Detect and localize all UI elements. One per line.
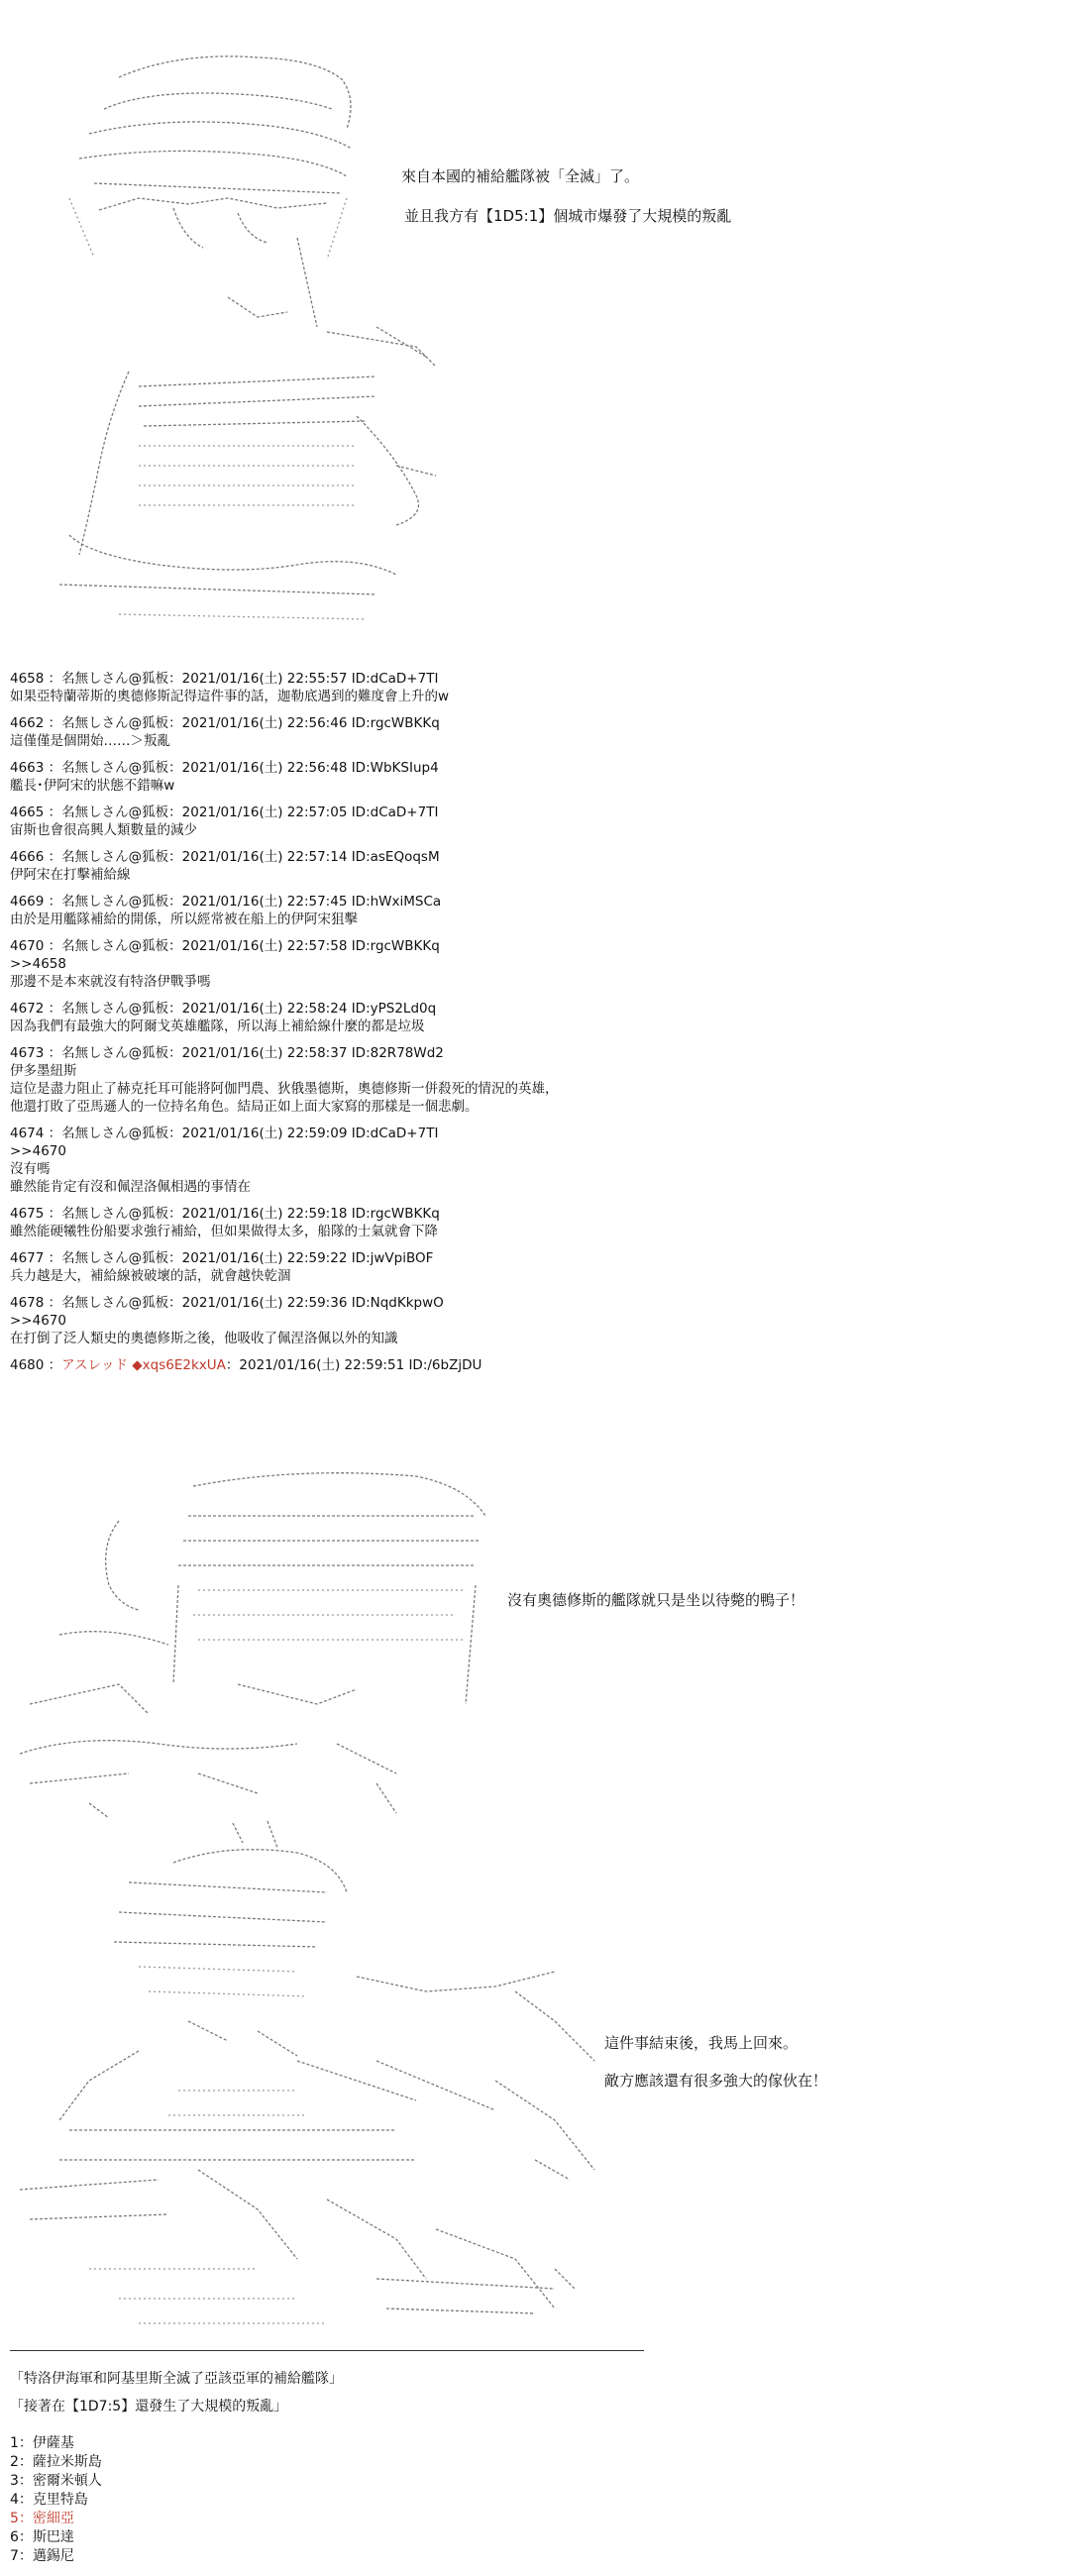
post-header: 4666 ：名無しさん@狐板：2021/01/16(土) 22:57:14 ID:asEQoqsM <box>10 849 440 865</box>
list-item: 3：密爾米頓人 <box>10 2473 102 2489</box>
roll-options-list <box>10 2434 343 2566</box>
post-body: 如果亞特蘭蒂斯的奧德修斯記得這件事的話，迦勒底遇到的難度會上升的w <box>10 689 450 704</box>
op-post-meta: ：2021/01/16(土) 22:59:51 ID:/6bZjDU <box>225 1357 482 1373</box>
post-body: 艦長･伊阿宋的狀態不錯嘛w <box>10 778 175 794</box>
post-body: 這僅僅是個開始……＞叛亂 <box>10 733 170 749</box>
post-header: 4670 ：名無しさん@狐板：2021/01/16(土) 22:57:58 ID:rgcWBKKq <box>10 938 440 954</box>
post-header: 4669 ：名無しさん@狐板：2021/01/16(土) 22:57:45 ID:hWxiMSCa <box>10 894 442 910</box>
post-body: 雖然能硬犧牲份船要求強行補給，但如果做得太多，船隊的士氣就會下降 <box>10 1224 438 1239</box>
list-item: 2：薩拉米斯島 <box>10 2454 102 2470</box>
scene1-line2: 並且我方有【1D5:1】個城市爆發了大規模的叛亂 <box>404 207 732 225</box>
summary-line-1: 「特洛伊海軍和阿基里斯全滅了亞該亞軍的補給艦隊」 <box>10 2371 343 2387</box>
list-item-selected: 5：密細亞 <box>10 2511 74 2526</box>
list-item: 6：斯巴達 <box>10 2529 74 2545</box>
op-post-number: 4680 ： <box>10 1357 62 1373</box>
post-body: 因為我們有最強大的阿爾戈英雄艦隊，所以海上補給線什麼的都是垃圾 <box>10 1019 425 1034</box>
post-header: 4675 ：名無しさん@狐板：2021/01/16(土) 22:59:18 ID:rgcWBKKq <box>10 1206 440 1222</box>
post-header: 4678 ：名無しさん@狐板：2021/01/16(土) 22:59:36 ID:NqdKkpwO <box>10 1295 444 1311</box>
scene1-line1: 來自本國的補給艦隊被「全滅」了。 <box>401 167 640 185</box>
post-body: 兵力越是大，補給線被破壞的話，就會越快乾涸 <box>10 1268 291 1284</box>
list-item: 4：克里特島 <box>10 2492 88 2508</box>
post-header: 4674 ：名無しさん@狐板：2021/01/16(土) 22:59:09 ID:dCaD+7TI <box>10 1126 439 1141</box>
op-post-name: アスレッド ◆xqs6E2kxUA <box>61 1357 226 1373</box>
post-body: 由於是用艦隊補給的開係，所以經常被在船上的伊阿宋狙擊 <box>10 912 358 927</box>
post-header: 4658 ：名無しさん@狐板：2021/01/16(土) 22:55:57 ID:dCaD+7TI <box>10 671 439 687</box>
post-header: 4665 ：名無しさん@狐板：2021/01/16(土) 22:57:05 ID:dCaD+7TI <box>10 805 439 820</box>
post-header: 4673 ：名無しさん@狐板：2021/01/16(土) 22:58:37 ID:82R78Wd2 <box>10 1045 444 1061</box>
post-body: 伊阿宋在打擊補給線 <box>10 867 131 883</box>
scene2-line1: 沒有奧德修斯的艦隊就只是坐以待斃的鴨子！ <box>507 1591 805 1609</box>
post-body: 宙斯也會很高興人類數量的減少 <box>10 822 197 838</box>
post-header: 4663 ：名無しさん@狐板：2021/01/16(土) 22:56:48 ID:WbKSIup4 <box>10 760 439 776</box>
summary-block <box>10 2370 343 2566</box>
post-body: 伊多墨紐斯 這位是盡力阻止了赫克托耳可能將阿伽門農、狄俄墨德斯，奧德修斯一併殺死的情況的英雄， 他還打敗了亞馬遜人的一位持名角色。結局正如上面大家寫的那樣是一個悲劇。 <box>10 1063 559 1115</box>
post-body: >>4658 那邊不是本來就沒有特洛伊戰爭嗎 <box>10 956 211 990</box>
list-item: 1：伊薩基 <box>10 2435 74 2451</box>
post-header: 4672 ：名無しさん@狐板：2021/01/16(土) 22:58:24 ID:yPS2Ld0q <box>10 1001 437 1017</box>
post-body: >>4670 在打倒了泛人類史的奧德修斯之後，他吸收了佩涅洛佩以外的知識 <box>10 1313 398 1346</box>
section-divider <box>10 2350 644 2351</box>
list-item: 7：邁錫尼 <box>10 2548 74 2564</box>
scene3-line2: 敵方應該還有很多強大的傢伙在！ <box>604 2072 828 2090</box>
scene3-line1: 這件事結束後，我馬上回來。 <box>604 2034 799 2052</box>
summary-line-2: 「接著在【1D7:5】還發生了大規模的叛亂」 <box>10 2399 288 2415</box>
post-header: 4677 ：名無しさん@狐板：2021/01/16(土) 22:59:22 ID:jwVpiBOF <box>10 1250 434 1266</box>
post-header: 4662 ：名無しさん@狐板：2021/01/16(土) 22:56:46 ID:rgcWBKKq <box>10 715 440 731</box>
post-body: >>4670 沒有嗎 雖然能肯定有沒和佩涅洛佩相遇的事情在 <box>10 1143 251 1195</box>
